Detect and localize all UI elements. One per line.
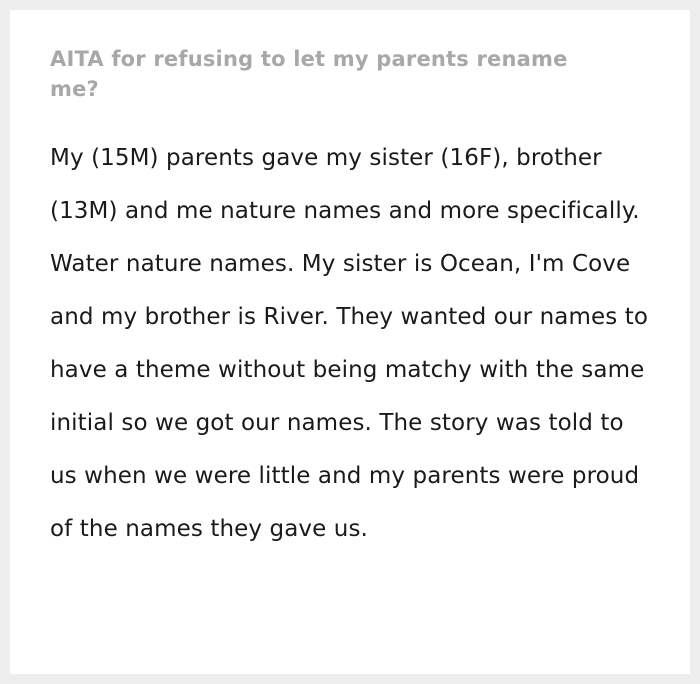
post-content-container [10,10,690,556]
page-title: AITA for refusing to let my parents rename me? [50,47,568,101]
post-card [10,10,690,674]
post-body-text: My (15M) parents gave my sister (16F), brother (13M) and me nature names and more specifically. Water nature names. My sister is Ocean, I'm Cove and my brother is River. They wanted our names to have a theme without being matchy with the same initial so we got our names. The story was told to us when we were little and my parents were proud of the names they gave us. [50,145,649,542]
